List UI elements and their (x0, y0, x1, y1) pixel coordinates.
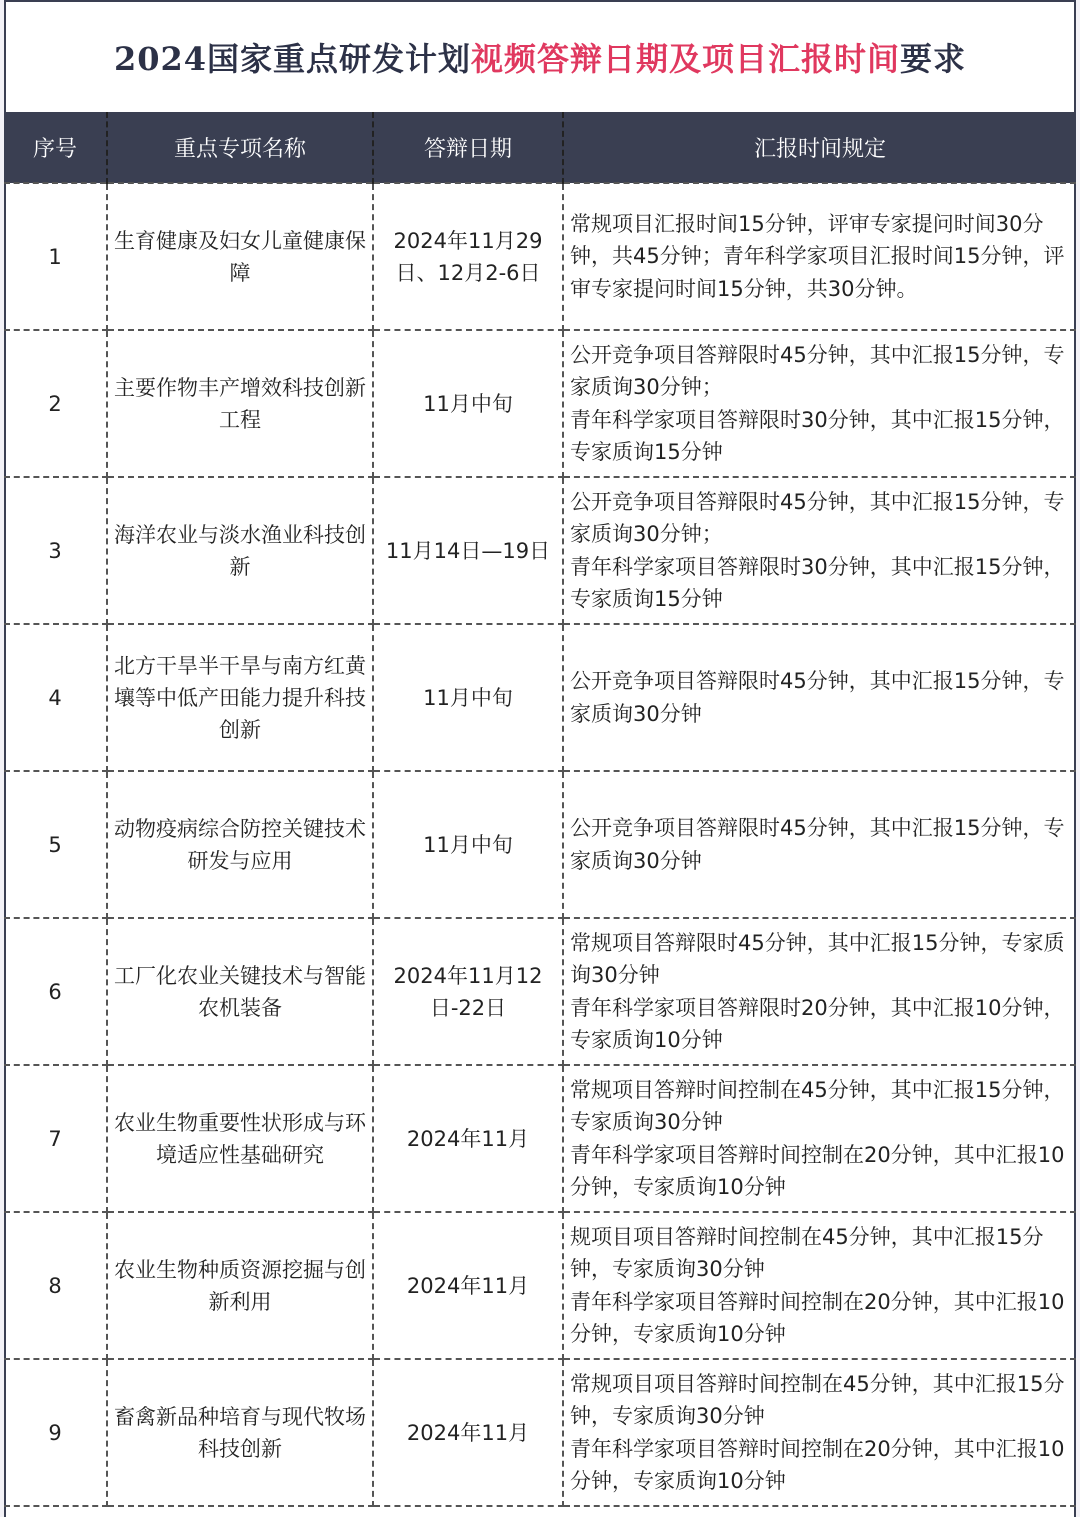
table-header-row (4, 112, 1076, 183)
cell-no: 7 (4, 1065, 107, 1212)
table-row (4, 1212, 1076, 1359)
cell-no: 8 (4, 1212, 107, 1359)
cell-name: 农业生物重要性状形成与环境适应性基础研究 (107, 1065, 373, 1212)
cell-date: 2024年11月29日、12月2-6日 (373, 183, 563, 330)
title-suffix: 要求 (900, 40, 967, 78)
table-row (4, 330, 1076, 477)
header-requirement: 汇报时间规定 (563, 112, 1076, 183)
title-highlight: 视频答辩日期及项目汇报时间 (471, 40, 901, 78)
cell-no: 6 (4, 918, 107, 1065)
page-title (114, 34, 966, 80)
cell-requirement: 规项目项目答辩时间控制在45分钟，其中汇报15分钟，专家质询30分钟 青年科学家项目答辩时间控制在20分钟，其中汇报10分钟，专家质询10分钟 (563, 1212, 1076, 1359)
cell-date: 2024年11月 (373, 1359, 563, 1506)
header-date: 答辩日期 (373, 112, 563, 183)
cell-date: 2024年11月 (373, 1212, 563, 1359)
table-row (4, 1359, 1076, 1506)
cell-no: 3 (4, 477, 107, 624)
table-row (4, 183, 1076, 330)
document-frame (4, 0, 1076, 1517)
table-row (4, 624, 1076, 771)
cell-name: 工厂化农业关键技术与智能农机装备 (107, 918, 373, 1065)
cell-requirement: 常规项目答辩限时45分钟，其中汇报15分钟，专家质询30分钟 青年科学家项目答辩限时20分钟，其中汇报10分钟，专家质询10分钟 (563, 918, 1076, 1065)
cell-date: 11月中旬 (373, 771, 563, 918)
cell-date: 11月中旬 (373, 330, 563, 477)
cell-date: 11月中旬 (373, 624, 563, 771)
schedule-table (4, 112, 1076, 1507)
cell-date: 11月14日—19日 (373, 477, 563, 624)
cell-no: 5 (4, 771, 107, 918)
cell-no: 2 (4, 330, 107, 477)
cell-requirement: 公开竞争项目答辩限时45分钟，其中汇报15分钟，专家质询30分钟； 青年科学家项目答辩限时30分钟，其中汇报15分钟，专家质询15分钟 (563, 330, 1076, 477)
cell-requirement: 公开竞争项目答辩限时45分钟，其中汇报15分钟，专家质询30分钟 (563, 771, 1076, 918)
cell-requirement: 公开竞争项目答辩限时45分钟，其中汇报15分钟，专家质询30分钟； 青年科学家项目答辩限时30分钟，其中汇报15分钟，专家质询15分钟 (563, 477, 1076, 624)
cell-name: 畜禽新品种培育与现代牧场科技创新 (107, 1359, 373, 1506)
title-prefix: 2024国家重点研发计划 (113, 40, 472, 78)
cell-name: 主要作物丰产增效科技创新工程 (107, 330, 373, 477)
table-row (4, 771, 1076, 918)
header-no: 序号 (4, 112, 107, 183)
cell-no: 4 (4, 624, 107, 771)
table-row (4, 1065, 1076, 1212)
table-row (4, 918, 1076, 1065)
cell-requirement: 常规项目答辩时间控制在45分钟，其中汇报15分钟，专家质询30分钟 青年科学家项目答辩时间控制在20分钟，其中汇报10分钟，专家质询10分钟 (563, 1065, 1076, 1212)
cell-name: 农业生物种质资源挖掘与创新利用 (107, 1212, 373, 1359)
header-name: 重点专项名称 (107, 112, 373, 183)
table-row (4, 477, 1076, 624)
cell-requirement: 常规项目汇报时间15分钟，评审专家提问时间30分钟，共45分钟；青年科学家项目汇报时间15分钟，评审专家提问时间15分钟，共30分钟。 (563, 183, 1076, 330)
cell-date: 2024年11月 (373, 1065, 563, 1212)
cell-date: 2024年11月12日-22日 (373, 918, 563, 1065)
cell-no: 1 (4, 183, 107, 330)
cell-name: 生育健康及妇女儿童健康保障 (107, 183, 373, 330)
cell-name: 海洋农业与淡水渔业科技创新 (107, 477, 373, 624)
cell-name: 北方干旱半干旱与南方红黄壤等中低产田能力提升科技创新 (107, 624, 373, 771)
cell-requirement: 公开竞争项目答辩限时45分钟，其中汇报15分钟，专家质询30分钟 (563, 624, 1076, 771)
cell-requirement: 常规项目项目答辩时间控制在45分钟，其中汇报15分钟，专家质询30分钟 青年科学家项目答辩时间控制在20分钟，其中汇报10分钟，专家质询10分钟 (563, 1359, 1076, 1506)
cell-name: 动物疫病综合防控关键技术研发与应用 (107, 771, 373, 918)
cell-no: 9 (4, 1359, 107, 1506)
title-bar (6, 0, 1074, 112)
